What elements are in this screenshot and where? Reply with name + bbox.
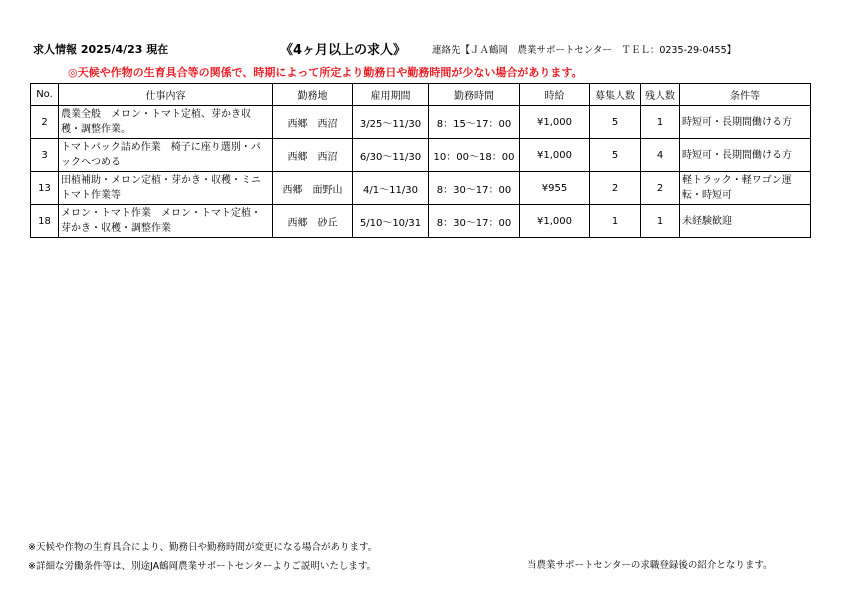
page-title: 《4ヶ月以上の求人》 <box>280 43 407 58</box>
cell-hours: 8：30〜17：00 <box>429 205 520 238</box>
table-row <box>31 106 811 139</box>
cell-recruit: 1 <box>590 205 641 238</box>
cell-period: 4/1〜11/30 <box>353 172 429 205</box>
cell-hours: 8：30〜17：00 <box>429 172 520 205</box>
col-header-period: 雇用期間 <box>353 84 429 106</box>
footer-note-weather: ※天候や作物の生育具合により、勤務日や勤務時間が変更になる場合があります。 <box>28 542 378 553</box>
cell-remain: 1 <box>641 205 680 238</box>
cell-period: 5/10〜10/31 <box>353 205 429 238</box>
cell-recruit: 2 <box>590 172 641 205</box>
col-header-place: 勤務地 <box>273 84 353 106</box>
cell-period: 6/30〜11/30 <box>353 139 429 172</box>
cell-place: 西郷 西沼 <box>273 106 353 139</box>
cell-no: 2 <box>31 106 59 139</box>
cell-hours: 10：00〜18：00 <box>429 139 520 172</box>
cell-place: 西郷 西沼 <box>273 139 353 172</box>
col-header-no: No. <box>31 84 59 106</box>
col-header-wage: 時給 <box>520 84 590 106</box>
col-header-job: 仕事内容 <box>59 84 273 106</box>
report-date-label: 求人情報 2025/4/23 現在 <box>33 43 169 56</box>
cell-cond: 時短可・長期間働ける方 <box>680 106 811 139</box>
cell-job: メロン・トマト作業 メロン・トマト定植・芽かき・収穫・調整作業 <box>59 205 273 238</box>
cell-cond: 軽トラック・軽ワゴン運転・時短可 <box>680 172 811 205</box>
cell-remain: 2 <box>641 172 680 205</box>
cell-no: 13 <box>31 172 59 205</box>
cell-recruit: 5 <box>590 139 641 172</box>
cell-remain: 4 <box>641 139 680 172</box>
cell-recruit: 5 <box>590 106 641 139</box>
cell-remain: 1 <box>641 106 680 139</box>
cell-wage: ¥1,000 <box>520 106 590 139</box>
col-header-cond: 条件等 <box>680 84 811 106</box>
footer-note-details: ※詳細な労働条件等は、別途JA鶴岡農業サポートセンターよりご説明いたします。 <box>28 561 377 572</box>
cell-place: 西郷 面野山 <box>273 172 353 205</box>
cell-wage: ¥1,000 <box>520 139 590 172</box>
cell-job: 田植補助・メロン定植・芽かき・収穫・ミニトマト作業等 <box>59 172 273 205</box>
table-row <box>31 205 811 238</box>
warning-notice: ◎天候や作物の生育具合等の関係で、時期によって所定より勤務日や勤務時間が少ない場合があります。 <box>68 66 583 79</box>
cell-place: 西郷 砂丘 <box>273 205 353 238</box>
cell-wage: ¥955 <box>520 172 590 205</box>
table-row <box>31 172 811 205</box>
col-header-remain: 残人数 <box>641 84 680 106</box>
col-header-hours: 勤務時間 <box>429 84 520 106</box>
cell-period: 3/25〜11/30 <box>353 106 429 139</box>
cell-no: 3 <box>31 139 59 172</box>
table-row <box>31 139 811 172</box>
footer-registration-note: 当農業サポートセンターの求職登録後の紹介となります。 <box>527 560 773 571</box>
cell-cond: 時短可・長期間働ける方 <box>680 139 811 172</box>
cell-hours: 8：15〜17：00 <box>429 106 520 139</box>
contact-info: 連絡先【ＪＡ鶴岡 農業サポートセンター ＴＥＬ：0235-29-0455】 <box>432 45 737 56</box>
job-listing-table <box>30 83 811 238</box>
table-header-row <box>31 84 811 106</box>
cell-no: 18 <box>31 205 59 238</box>
cell-job: 農業全般 メロン・トマト定植、芽かき収穫・調整作業。 <box>59 106 273 139</box>
cell-job: トマトパック詰め作業 椅子に座り選別・パックへつめる <box>59 139 273 172</box>
cell-cond: 未経験歓迎 <box>680 205 811 238</box>
col-header-recruit: 募集人数 <box>590 84 641 106</box>
cell-wage: ¥1,000 <box>520 205 590 238</box>
